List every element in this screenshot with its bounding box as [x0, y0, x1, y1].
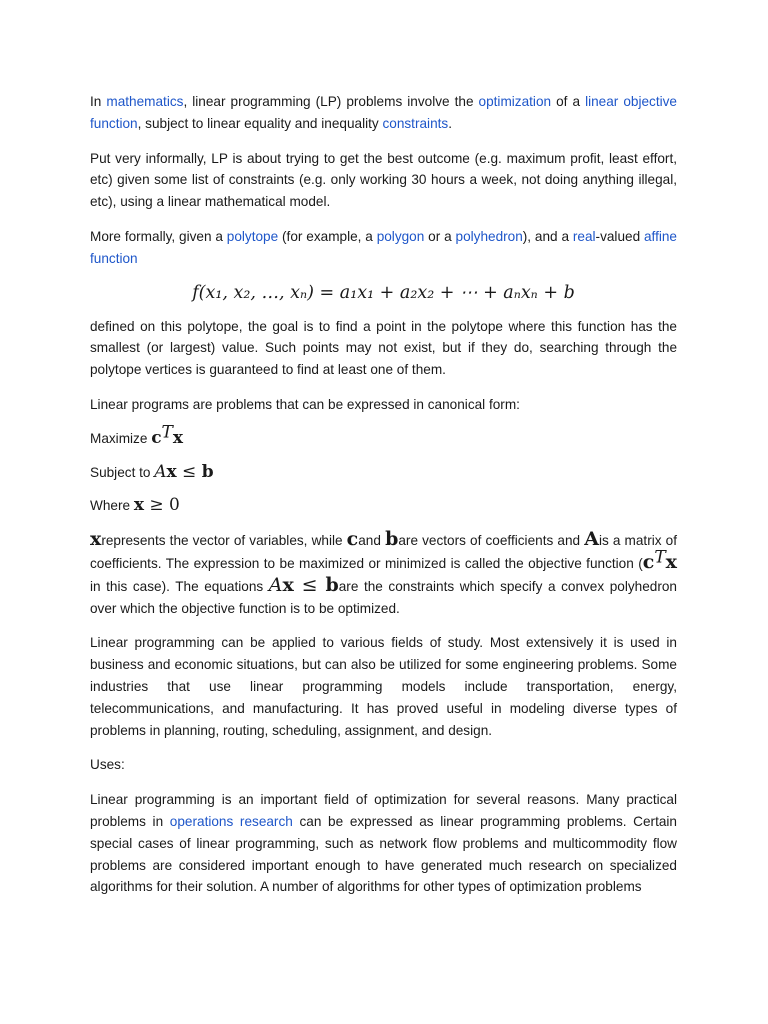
link-operations-research[interactable]: operations research	[169, 813, 293, 829]
text: can be expressed as linear programming problems. Certain special cases of linear programming, such as network flow problems and multicommodity flow problems are considered important enough to have generated much research on specialized algorithms for their solution. A number of algorithms for other types of optimization problems	[90, 813, 677, 895]
link-polygon[interactable]: polygon	[376, 228, 425, 244]
vector-x: x	[665, 550, 677, 573]
formula-lhs: f(x₁, x₂, …, xₙ)	[192, 282, 314, 303]
text: In	[90, 94, 107, 109]
subject-to-line	[90, 462, 677, 484]
vector-x: x	[133, 495, 144, 516]
vector-c: c	[642, 550, 655, 573]
link-constraints[interactable]: constraints	[382, 115, 449, 131]
text: Linear programming is an important field of optimization for several reasons. Many practical problems in	[90, 792, 677, 829]
relation: ≤	[293, 573, 326, 596]
vector-b: b	[385, 528, 399, 551]
paragraph-canonical-form: Linear programs are problems that can be expressed in canonical form:	[90, 396, 520, 412]
link-mathematics[interactable]: mathematics	[106, 94, 184, 109]
relation: ≤	[176, 461, 202, 482]
vector-x: x	[172, 427, 184, 448]
where-label: Where	[90, 498, 134, 514]
maximize-line	[90, 422, 677, 450]
paragraph-applications: Linear programming can be applied to various fields of study. Most extensively it is used in business and economic situations, but can also be utilized for some engineering problems. Some industries that use linear programming models include transportation, energy, telecommunications, and manufacturing. It has proved useful in modeling diverse types of problems in planning, routing, scheduling, assignment, and design.	[90, 635, 677, 738]
text: (for example, a	[278, 228, 377, 244]
matrix-a: A	[584, 528, 599, 551]
text: More formally, given a	[90, 228, 227, 244]
text: of a	[551, 94, 586, 109]
vector-x: x	[282, 573, 294, 596]
text: in this case). The equations	[90, 578, 269, 594]
matrix-a: A	[268, 573, 283, 596]
vector-b: b	[201, 461, 214, 482]
text: are the constraints which specify a convex polyhedron over which the objective function is to be optimized.	[90, 578, 677, 616]
vector-b: b	[325, 573, 339, 596]
link-linear-objective-function[interactable]: linear objective function	[90, 94, 677, 131]
paragraph-polytope-goal: defined on this polytope, the goal is to find a point in the polytope where this function has the smallest (or largest) value. Such points may not exist, but if they do, searching through the polytope vertices is guaranteed to find at least one of them.	[90, 318, 677, 378]
paragraph-informal: Put very informally, LP is about trying to get the best outcome (e.g. maximum profit, least effort, etc) given some list of constraints (e.g. only working 30 hours a week, not doing anything illegal, etc), using a linear mathematical model.	[90, 150, 677, 210]
text: represents the vector of variables, while	[101, 533, 347, 549]
affine-function-formula	[90, 280, 677, 306]
link-polyhedron[interactable]: polyhedron	[455, 228, 523, 244]
relation: ≥ 0	[143, 495, 180, 516]
transpose-symbol: T	[654, 547, 666, 568]
text: -valued	[595, 228, 644, 244]
text: or a	[424, 228, 456, 244]
text: .	[448, 115, 452, 131]
maximize-label: Maximize	[90, 430, 152, 446]
document-body	[90, 91, 677, 911]
vector-x: x	[166, 461, 177, 482]
paragraph-variables	[90, 529, 677, 619]
text: is a matrix of coefficients. The expression to be maximized or minimized is called the objective function (	[90, 533, 678, 571]
matrix-a: A	[154, 461, 167, 482]
uses-heading: Uses:	[90, 757, 125, 773]
vector-c: c	[151, 427, 162, 448]
formula-rhs: = a₁x₁ + a₂x₂ + ⋯ + aₙxₙ + b	[319, 282, 575, 303]
paragraph-importance	[90, 789, 677, 898]
link-real[interactable]: real	[572, 228, 596, 244]
subject-to-label: Subject to	[90, 464, 155, 480]
text: are vectors of coefficients and	[398, 533, 585, 549]
transpose-symbol: T	[161, 422, 173, 443]
vector-x: x	[90, 528, 102, 551]
link-optimization[interactable]: optimization	[478, 94, 552, 109]
text: ), and a	[522, 228, 573, 244]
where-line	[90, 495, 677, 517]
vector-c: c	[346, 528, 359, 551]
paragraph-intro	[90, 91, 677, 135]
text: and	[358, 533, 386, 549]
paragraph-formal	[90, 226, 677, 270]
text: , linear programming (LP) problems involve the	[183, 94, 479, 109]
link-affine-function[interactable]: affine function	[90, 228, 677, 266]
text: , subject to linear equality and inequality	[137, 115, 383, 131]
link-polytope[interactable]: polytope	[226, 228, 279, 244]
